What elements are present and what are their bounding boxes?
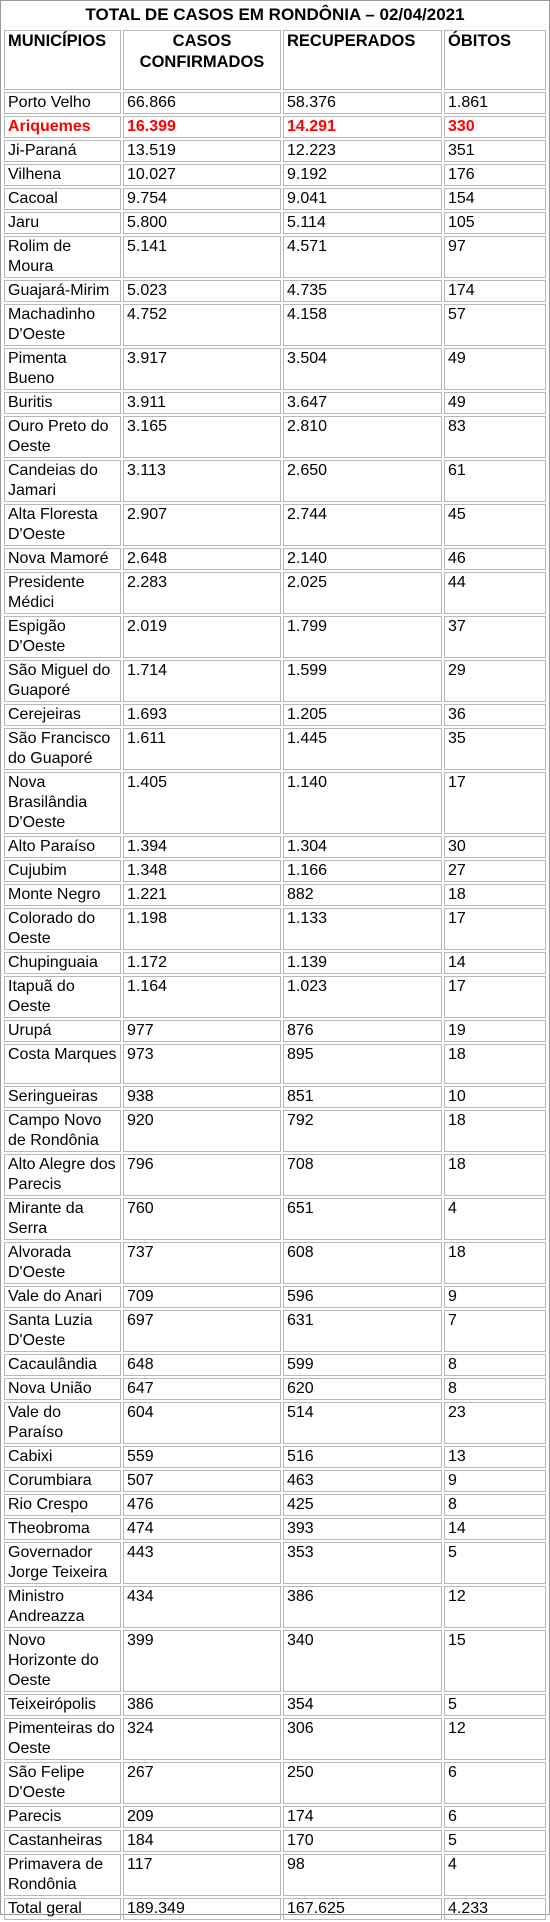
recuperados-cell: 514 <box>283 1402 442 1444</box>
table-row <box>4 1154 546 1196</box>
table-row <box>4 1044 546 1084</box>
obitos-cell: 5 <box>444 1830 546 1852</box>
recuperados-cell: 1.205 <box>283 704 442 726</box>
table-row <box>4 1630 546 1692</box>
municipio-cell: Cacoal <box>4 188 121 210</box>
table-row <box>4 140 546 162</box>
recuperados-cell: 608 <box>283 1242 442 1284</box>
table-row <box>4 392 546 414</box>
casos-cell: 1.164 <box>123 976 281 1018</box>
casos-cell: 66.866 <box>123 92 281 114</box>
recuperados-cell: 1.304 <box>283 836 442 858</box>
casos-cell: 13.519 <box>123 140 281 162</box>
table-row <box>4 304 546 346</box>
municipio-cell: Nova Mamoré <box>4 548 121 570</box>
recuperados-cell: 353 <box>283 1542 442 1584</box>
table-row <box>4 728 546 770</box>
municipio-cell: Alta Floresta D'Oeste <box>4 504 121 546</box>
table-row <box>4 1310 546 1352</box>
municipio-cell: Ji-Paraná <box>4 140 121 162</box>
municipio-cell: Costa Marques <box>4 1044 121 1084</box>
obitos-cell: 12 <box>444 1718 546 1760</box>
casos-cell: 559 <box>123 1446 281 1468</box>
casos-cell: 184 <box>123 1830 281 1852</box>
table-row <box>4 1086 546 1108</box>
obitos-cell: 5 <box>444 1542 546 1584</box>
obitos-cell: 174 <box>444 280 546 302</box>
obitos-cell: 37 <box>444 616 546 658</box>
recuperados-cell: 1.166 <box>283 860 442 882</box>
municipio-cell: Guajará-Mirim <box>4 280 121 302</box>
recuperados-cell: 1.599 <box>283 660 442 702</box>
obitos-cell: 18 <box>444 1044 546 1084</box>
table-row <box>4 1494 546 1516</box>
municipio-cell: Monte Negro <box>4 884 121 906</box>
casos-cell: 507 <box>123 1470 281 1492</box>
municipio-cell: Vale do Paraíso <box>4 1402 121 1444</box>
obitos-cell: 97 <box>444 236 546 278</box>
casos-cell: 10.027 <box>123 164 281 186</box>
obitos-cell: 23 <box>444 1402 546 1444</box>
obitos-cell: 7 <box>444 1310 546 1352</box>
recuperados-cell: 882 <box>283 884 442 906</box>
recuperados-cell: 425 <box>283 1494 442 1516</box>
casos-cell: 938 <box>123 1086 281 1108</box>
table-row <box>4 116 546 138</box>
casos-cell: 5.141 <box>123 236 281 278</box>
table-row <box>4 660 546 702</box>
table-row <box>4 1806 546 1828</box>
obitos-cell: 4 <box>444 1198 546 1240</box>
casos-cell: 604 <box>123 1402 281 1444</box>
page-title: TOTAL DE CASOS EM RONDÔNIA – 02/04/2021 <box>85 5 465 24</box>
obitos-cell: 6 <box>444 1762 546 1804</box>
obitos-cell: 154 <box>444 188 546 210</box>
total-obitos-cell: 4.233 <box>444 1898 546 1920</box>
casos-cell: 1.405 <box>123 772 281 834</box>
recuperados-cell: 9.041 <box>283 188 442 210</box>
obitos-cell: 19 <box>444 1020 546 1042</box>
casos-cell: 443 <box>123 1542 281 1584</box>
table-row <box>4 1354 546 1376</box>
recuperados-cell: 386 <box>283 1586 442 1628</box>
obitos-cell: 49 <box>444 348 546 390</box>
table-row <box>4 836 546 858</box>
municipio-cell: Ministro Andreazza <box>4 1586 121 1628</box>
recuperados-cell: 1.133 <box>283 908 442 950</box>
casos-cell: 2.907 <box>123 504 281 546</box>
municipio-cell: Vale do Anari <box>4 1286 121 1308</box>
casos-cell: 973 <box>123 1044 281 1084</box>
municipio-cell: Castanheiras <box>4 1830 121 1852</box>
recuperados-cell: 3.504 <box>283 348 442 390</box>
table-row <box>4 188 546 210</box>
recuperados-cell: 876 <box>283 1020 442 1042</box>
obitos-cell: 36 <box>444 704 546 726</box>
casos-cell: 648 <box>123 1354 281 1376</box>
header-casos-confirmados: CASOS CONFIRMADOS <box>123 30 281 90</box>
table-row <box>4 1286 546 1308</box>
table-row <box>4 416 546 458</box>
obitos-cell: 14 <box>444 952 546 974</box>
recuperados-cell: 393 <box>283 1518 442 1540</box>
recuperados-cell: 5.114 <box>283 212 442 234</box>
municipio-cell: Chupinguaia <box>4 952 121 974</box>
obitos-cell: 105 <box>444 212 546 234</box>
casos-cell: 1.611 <box>123 728 281 770</box>
table-row <box>4 460 546 502</box>
casos-cell: 1.693 <box>123 704 281 726</box>
casos-cell: 386 <box>123 1694 281 1716</box>
municipio-cell: Parecis <box>4 1806 121 1828</box>
municipio-cell: Alvorada D'Oeste <box>4 1242 121 1284</box>
table-row <box>4 908 546 950</box>
table-row <box>4 280 546 302</box>
table-row <box>4 1586 546 1628</box>
table-row <box>4 164 546 186</box>
header-recuperados: RECUPERADOS <box>283 30 442 90</box>
municipio-cell: Teixeirópolis <box>4 1694 121 1716</box>
obitos-cell: 57 <box>444 304 546 346</box>
casos-cell: 920 <box>123 1110 281 1152</box>
casos-cell: 5.800 <box>123 212 281 234</box>
recuperados-cell: 2.025 <box>283 572 442 614</box>
obitos-cell: 4 <box>444 1854 546 1896</box>
table-row <box>4 704 546 726</box>
casos-cell: 209 <box>123 1806 281 1828</box>
header-obitos: ÓBITOS <box>444 30 546 90</box>
table-row <box>4 1446 546 1468</box>
casos-cell: 324 <box>123 1718 281 1760</box>
table-row <box>4 952 546 974</box>
casos-cell: 5.023 <box>123 280 281 302</box>
recuperados-cell: 174 <box>283 1806 442 1828</box>
municipio-cell: Theobroma <box>4 1518 121 1540</box>
recuperados-cell: 98 <box>283 1854 442 1896</box>
recuperados-cell: 250 <box>283 1762 442 1804</box>
table-row <box>4 1020 546 1042</box>
municipio-cell: Santa Luzia D'Oeste <box>4 1310 121 1352</box>
obitos-cell: 17 <box>444 772 546 834</box>
casos-cell: 3.113 <box>123 460 281 502</box>
obitos-cell: 13 <box>444 1446 546 1468</box>
municipio-cell: Itapuã do Oeste <box>4 976 121 1018</box>
municipio-cell: Ariquemes <box>4 116 121 138</box>
table-row <box>4 1242 546 1284</box>
obitos-cell: 14 <box>444 1518 546 1540</box>
recuperados-cell: 792 <box>283 1110 442 1152</box>
obitos-cell: 15 <box>444 1630 546 1692</box>
table-row <box>4 860 546 882</box>
obitos-cell: 12 <box>444 1586 546 1628</box>
table-row <box>4 504 546 546</box>
casos-cell: 737 <box>123 1242 281 1284</box>
recuperados-cell: 1.445 <box>283 728 442 770</box>
obitos-cell: 8 <box>444 1354 546 1376</box>
casos-cell: 697 <box>123 1310 281 1352</box>
obitos-cell: 17 <box>444 908 546 950</box>
obitos-cell: 18 <box>444 884 546 906</box>
table-row <box>4 236 546 278</box>
recuperados-cell: 851 <box>283 1086 442 1108</box>
recuperados-cell: 9.192 <box>283 164 442 186</box>
recuperados-cell: 14.291 <box>283 116 442 138</box>
table-row <box>4 1542 546 1584</box>
municipio-cell: Alto Alegre dos Parecis <box>4 1154 121 1196</box>
casos-cell: 16.399 <box>123 116 281 138</box>
municipio-cell: Seringueiras <box>4 1086 121 1108</box>
municipio-cell: Rio Crespo <box>4 1494 121 1516</box>
obitos-cell: 8 <box>444 1494 546 1516</box>
casos-cell: 1.394 <box>123 836 281 858</box>
recuperados-cell: 1.139 <box>283 952 442 974</box>
table-row <box>4 1830 546 1852</box>
obitos-cell: 18 <box>444 1154 546 1196</box>
casos-cell: 399 <box>123 1630 281 1692</box>
municipio-cell: Porto Velho <box>4 92 121 114</box>
table-row <box>4 572 546 614</box>
casos-cell: 2.019 <box>123 616 281 658</box>
total-municipio-cell: Total geral <box>4 1898 121 1920</box>
recuperados-cell: 631 <box>283 1310 442 1352</box>
municipio-cell: Cujubim <box>4 860 121 882</box>
obitos-cell: 18 <box>444 1110 546 1152</box>
table-row <box>4 1378 546 1400</box>
municipio-cell: Machadinho D'Oeste <box>4 304 121 346</box>
municipio-cell: Governador Jorge Teixeira <box>4 1542 121 1584</box>
table-row <box>4 548 546 570</box>
recuperados-cell: 708 <box>283 1154 442 1196</box>
casos-cell: 9.754 <box>123 188 281 210</box>
municipio-cell: Jaru <box>4 212 121 234</box>
obitos-cell: 351 <box>444 140 546 162</box>
municipio-cell: Buritis <box>4 392 121 414</box>
table-row <box>4 1198 546 1240</box>
municipio-cell: Vilhena <box>4 164 121 186</box>
table-row <box>4 1470 546 1492</box>
casos-cell: 1.348 <box>123 860 281 882</box>
casos-cell: 1.221 <box>123 884 281 906</box>
obitos-cell: 9 <box>444 1286 546 1308</box>
recuperados-cell: 620 <box>283 1378 442 1400</box>
obitos-cell: 46 <box>444 548 546 570</box>
casos-cell: 2.283 <box>123 572 281 614</box>
casos-cell: 647 <box>123 1378 281 1400</box>
recuperados-cell: 2.650 <box>283 460 442 502</box>
casos-cell: 474 <box>123 1518 281 1540</box>
header-municipios: MUNICÍPIOS <box>4 30 121 90</box>
municipio-cell: Urupá <box>4 1020 121 1042</box>
casos-cell: 267 <box>123 1762 281 1804</box>
obitos-cell: 44 <box>444 572 546 614</box>
municipio-cell: Presidente Médici <box>4 572 121 614</box>
casos-cell: 117 <box>123 1854 281 1896</box>
municipio-cell: Mirante da Serra <box>4 1198 121 1240</box>
table-row <box>4 1694 546 1716</box>
obitos-cell: 45 <box>444 504 546 546</box>
obitos-cell: 49 <box>444 392 546 414</box>
municipio-cell: Alto Paraíso <box>4 836 121 858</box>
recuperados-cell: 340 <box>283 1630 442 1692</box>
table-row <box>4 1854 546 1896</box>
casos-cell: 3.165 <box>123 416 281 458</box>
municipio-cell: Candeias do Jamari <box>4 460 121 502</box>
obitos-cell: 5 <box>444 1694 546 1716</box>
casos-cell: 3.917 <box>123 348 281 390</box>
recuperados-cell: 1.023 <box>283 976 442 1018</box>
municipio-cell: Nova União <box>4 1378 121 1400</box>
municipio-cell: São Francisco do Guaporé <box>4 728 121 770</box>
municipio-cell: Espigão D'Oeste <box>4 616 121 658</box>
municipio-cell: Colorado do Oeste <box>4 908 121 950</box>
recuperados-cell: 1.140 <box>283 772 442 834</box>
casos-cell: 3.911 <box>123 392 281 414</box>
municipio-cell: Primavera de Rondônia <box>4 1854 121 1896</box>
table-row <box>4 1762 546 1804</box>
obitos-cell: 29 <box>444 660 546 702</box>
obitos-cell: 9 <box>444 1470 546 1492</box>
municipio-cell: Campo Novo de Rondônia <box>4 1110 121 1152</box>
municipio-cell: Rolim de Moura <box>4 236 121 278</box>
municipio-cell: Pimenteiras do Oeste <box>4 1718 121 1760</box>
recuperados-cell: 3.647 <box>283 392 442 414</box>
casos-cell: 2.648 <box>123 548 281 570</box>
casos-cell: 1.198 <box>123 908 281 950</box>
recuperados-cell: 2.140 <box>283 548 442 570</box>
obitos-cell: 10 <box>444 1086 546 1108</box>
recuperados-cell: 599 <box>283 1354 442 1376</box>
casos-cell: 434 <box>123 1586 281 1628</box>
recuperados-cell: 4.571 <box>283 236 442 278</box>
obitos-cell: 83 <box>444 416 546 458</box>
casos-cell: 476 <box>123 1494 281 1516</box>
municipio-cell: Cerejeiras <box>4 704 121 726</box>
obitos-cell: 8 <box>444 1378 546 1400</box>
cases-table <box>2 28 548 1922</box>
table-row <box>4 616 546 658</box>
table-row <box>4 1402 546 1444</box>
municipio-cell: Cabixi <box>4 1446 121 1468</box>
recuperados-cell: 4.158 <box>283 304 442 346</box>
total-row <box>4 1898 546 1920</box>
casos-cell: 709 <box>123 1286 281 1308</box>
recuperados-cell: 1.799 <box>283 616 442 658</box>
table-row <box>4 884 546 906</box>
recuperados-cell: 516 <box>283 1446 442 1468</box>
recuperados-cell: 2.744 <box>283 504 442 546</box>
municipio-cell: Ouro Preto do Oeste <box>4 416 121 458</box>
casos-cell: 760 <box>123 1198 281 1240</box>
table-row <box>4 1110 546 1152</box>
table-row <box>4 212 546 234</box>
recuperados-cell: 596 <box>283 1286 442 1308</box>
recuperados-cell: 58.376 <box>283 92 442 114</box>
casos-cell: 977 <box>123 1020 281 1042</box>
table-row <box>4 976 546 1018</box>
recuperados-cell: 2.810 <box>283 416 442 458</box>
obitos-cell: 18 <box>444 1242 546 1284</box>
municipio-cell: São Miguel do Guaporé <box>4 660 121 702</box>
municipio-cell: Pimenta Bueno <box>4 348 121 390</box>
obitos-cell: 27 <box>444 860 546 882</box>
recuperados-cell: 354 <box>283 1694 442 1716</box>
table-row <box>4 772 546 834</box>
table-row <box>4 348 546 390</box>
table-row <box>4 1518 546 1540</box>
obitos-cell: 61 <box>444 460 546 502</box>
obitos-cell: 1.861 <box>444 92 546 114</box>
table-row <box>4 1718 546 1760</box>
recuperados-cell: 651 <box>283 1198 442 1240</box>
recuperados-cell: 4.735 <box>283 280 442 302</box>
recuperados-cell: 12.223 <box>283 140 442 162</box>
recuperados-cell: 306 <box>283 1718 442 1760</box>
total-casos-cell: 189.349 <box>123 1898 281 1920</box>
obitos-cell: 330 <box>444 116 546 138</box>
obitos-cell: 35 <box>444 728 546 770</box>
municipio-cell: Nova Brasilândia D'Oeste <box>4 772 121 834</box>
municipio-cell: Corumbiara <box>4 1470 121 1492</box>
recuperados-cell: 170 <box>283 1830 442 1852</box>
municipio-cell: Cacaulândia <box>4 1354 121 1376</box>
recuperados-cell: 463 <box>283 1470 442 1492</box>
obitos-cell: 176 <box>444 164 546 186</box>
obitos-cell: 6 <box>444 1806 546 1828</box>
casos-cell: 4.752 <box>123 304 281 346</box>
casos-cell: 1.172 <box>123 952 281 974</box>
casos-cell: 796 <box>123 1154 281 1196</box>
total-recuperados-cell: 167.625 <box>283 1898 442 1920</box>
casos-cell: 1.714 <box>123 660 281 702</box>
municipio-cell: São Felipe D'Oeste <box>4 1762 121 1804</box>
recuperados-cell: 895 <box>283 1044 442 1084</box>
obitos-cell: 17 <box>444 976 546 1018</box>
obitos-cell: 30 <box>444 836 546 858</box>
table-row <box>4 92 546 114</box>
header-row <box>4 30 546 90</box>
municipio-cell: Novo Horizonte do Oeste <box>4 1630 121 1692</box>
